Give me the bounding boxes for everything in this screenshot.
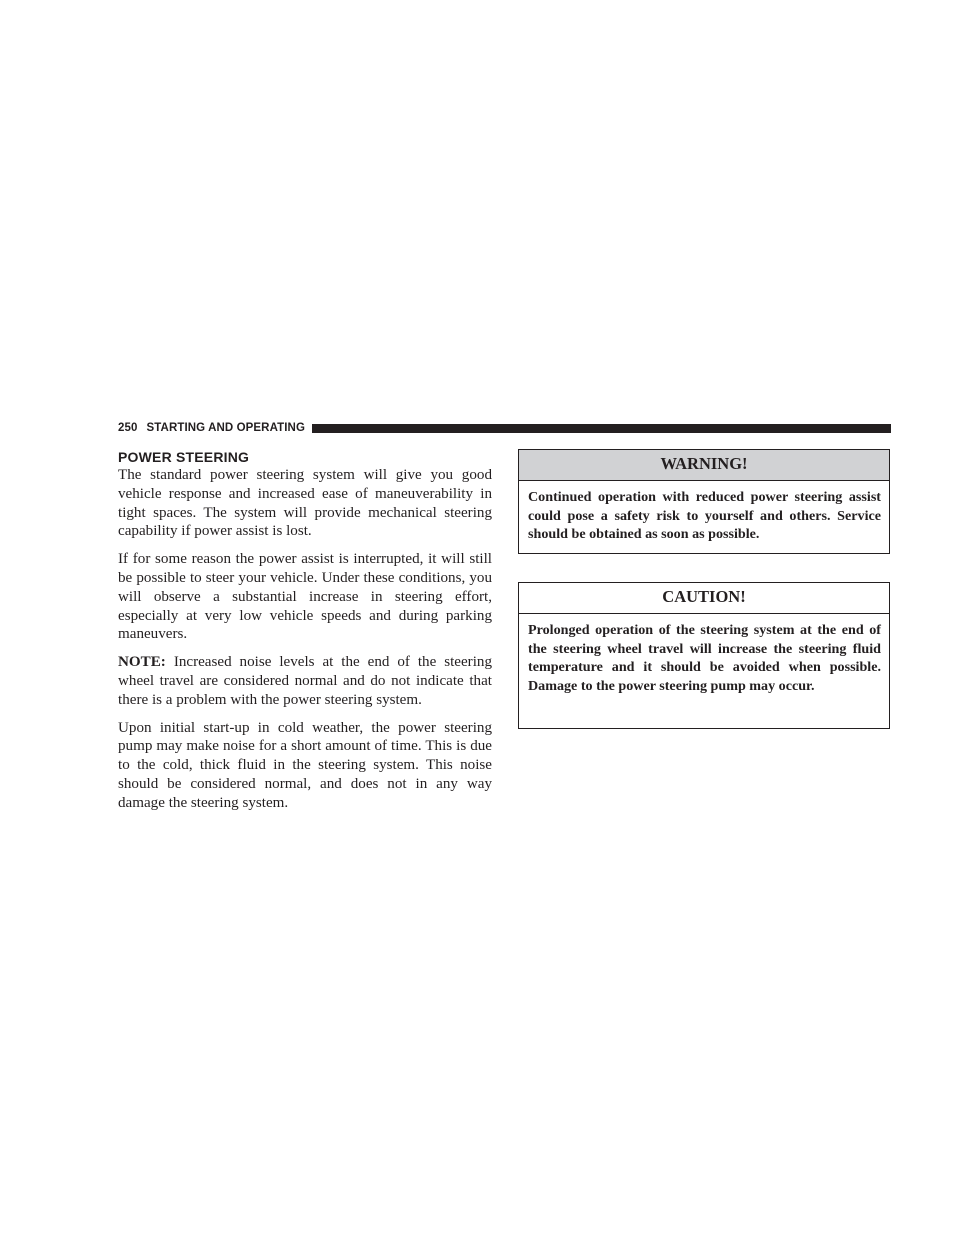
warning-text: Continued operation with reduced power steering assist could pose a safety risk to yourself and others. Service should be obtained as soon as possible. — [528, 489, 881, 543]
caution-title: CAUTION! — [519, 583, 889, 614]
note-paragraph — [118, 653, 492, 709]
warning-title: WARNING! — [519, 450, 889, 481]
caution-text: Prolonged operation of the steering system at the end of the steering wheel travel will increase the steering fluid temperature and it should be avoided when possible. Damage to the power steering pump may occur. — [528, 622, 881, 694]
section-name: STARTING AND OPERATING — [146, 422, 306, 434]
paragraph-assist-interrupted: If for some reason the power assist is interrupted, it will still be possible to steer your vehicle. Under these conditions, you will observe a substantial increase in steering effort, especially at very low vehicle speeds and during parking maneuvers. — [118, 551, 492, 643]
header-rule — [312, 424, 891, 433]
paragraph-cold-weather: Upon initial start-up in cold weather, the power steering pump may make noise for a short amount of time. This is due to the cold, thick fluid in the steering system. This noise should be considered normal, and does not in any way damage the steering system. — [118, 719, 492, 811]
paragraph-intro: The standard power steering system will give you good vehicle response and increased ease of maneuverability in tight spaces. The system will provide mechanical steering capability if power assist is lost. — [118, 467, 492, 540]
section-heading: POWER STEERING — [118, 449, 250, 465]
note-text: Increased noise levels at the end of the steering wheel travel are considered normal and do not indicate that there is a problem with the power steering system. — [118, 654, 492, 708]
page-number: 250 — [118, 422, 138, 434]
page-header — [118, 420, 891, 436]
caution-box — [518, 582, 890, 729]
warning-box — [518, 449, 890, 554]
note-label: NOTE: — [118, 654, 166, 671]
main-column — [118, 448, 492, 822]
